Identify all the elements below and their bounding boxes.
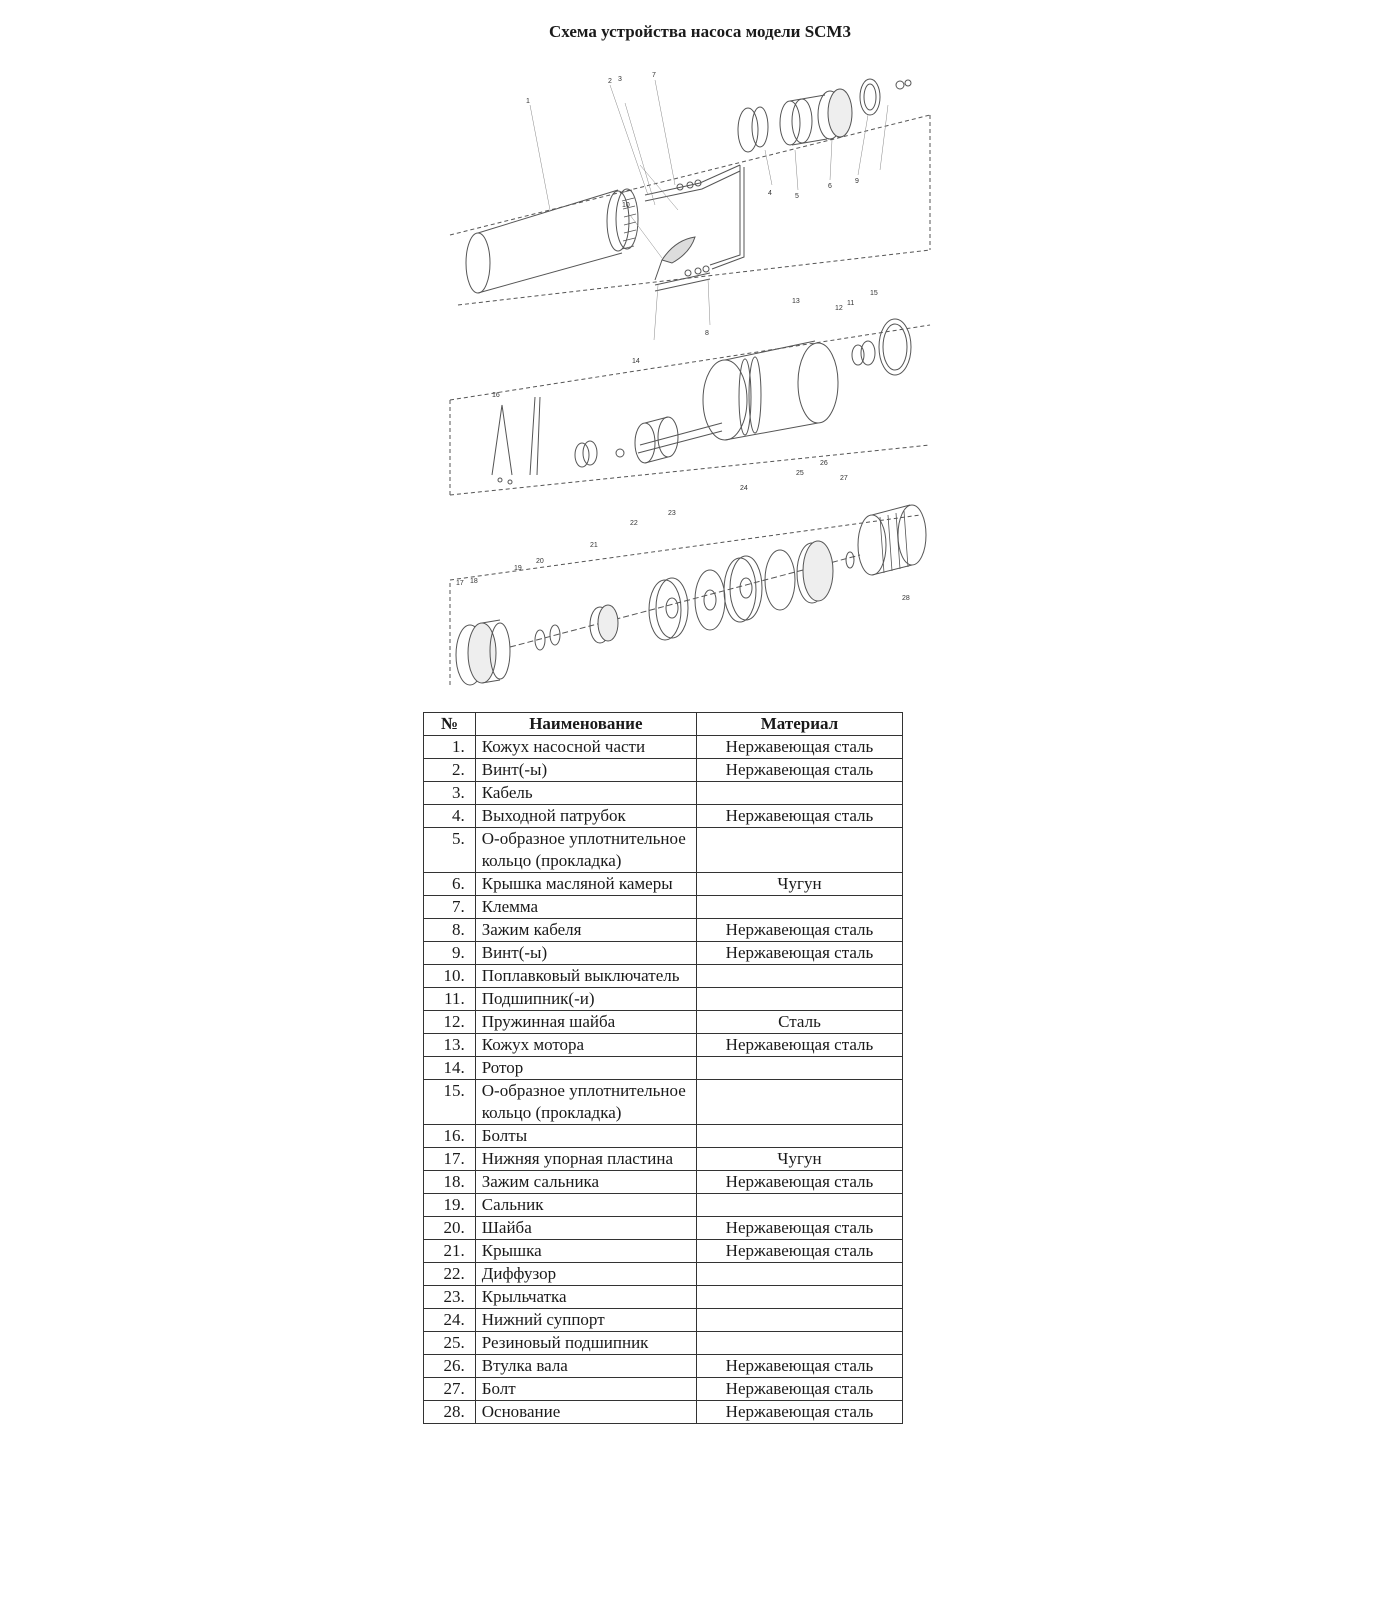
cell-num: 3. — [424, 782, 476, 805]
cell-num: 17. — [424, 1148, 476, 1171]
cell-num: 26. — [424, 1355, 476, 1378]
table-row — [424, 805, 903, 828]
cell-num: 5. — [424, 828, 476, 873]
cell-num: 6. — [424, 873, 476, 896]
cell-material: Нержавеющая сталь — [696, 1034, 902, 1057]
cell-material — [696, 1332, 902, 1355]
table-row — [424, 1034, 903, 1057]
cell-name: Зажим кабеля — [475, 919, 696, 942]
cell-num: 2. — [424, 759, 476, 782]
cell-name: Основание — [475, 1401, 696, 1424]
motor-housing — [703, 341, 838, 440]
cell-material — [696, 1309, 902, 1332]
callout-14: 14 — [632, 358, 640, 365]
rotor — [616, 417, 722, 463]
callout-28: 28 — [902, 595, 910, 602]
table-row — [424, 1332, 903, 1355]
motor-small-parts — [492, 319, 911, 484]
cell-name: Клемма — [475, 896, 696, 919]
table-row — [424, 1011, 903, 1034]
table-row — [424, 1240, 903, 1263]
cell-name: Кабель — [475, 782, 696, 805]
callout-11: 11 — [847, 300, 855, 307]
cell-material: Нержавеющая сталь — [696, 942, 902, 965]
callout-18: 18 — [470, 578, 478, 585]
cell-num: 24. — [424, 1309, 476, 1332]
table-row — [424, 1148, 903, 1171]
table-row — [424, 1194, 903, 1217]
callout-labels — [456, 72, 910, 602]
callout-25: 25 — [796, 470, 804, 477]
base-part — [456, 620, 510, 685]
cell-num: 28. — [424, 1401, 476, 1424]
callout-9: 9 — [855, 178, 859, 185]
cell-material — [696, 1194, 902, 1217]
callout-22: 22 — [630, 520, 638, 527]
callout-7: 7 — [652, 72, 656, 79]
cell-name: Ротор — [475, 1057, 696, 1080]
cell-num: 13. — [424, 1034, 476, 1057]
callout-4: 4 — [768, 190, 772, 197]
float-switch — [655, 237, 695, 280]
cell-name: Сальник — [475, 1194, 696, 1217]
cell-name: Зажим сальника — [475, 1171, 696, 1194]
cell-material — [696, 1286, 902, 1309]
callout-8: 8 — [705, 330, 709, 337]
table-row — [424, 1057, 903, 1080]
cell-material — [696, 782, 902, 805]
table-row — [424, 1080, 903, 1125]
parts-table — [423, 712, 903, 1424]
header-material: Материал — [696, 713, 902, 736]
cell-num: 22. — [424, 1263, 476, 1286]
cell-num: 4. — [424, 805, 476, 828]
cell-name: Втулка вала — [475, 1355, 696, 1378]
cell-name: О-образное уплотнительное кольцо (прокладка) — [475, 828, 696, 873]
callout-24: 24 — [740, 485, 748, 492]
cell-material: Чугун — [696, 1148, 902, 1171]
exploded-view-drawing — [440, 55, 940, 700]
cell-material: Нержавеющая сталь — [696, 805, 902, 828]
table-row — [424, 1401, 903, 1424]
cell-material — [696, 1125, 902, 1148]
cell-material: Чугун — [696, 873, 902, 896]
callout-12: 12 — [835, 305, 843, 312]
cell-material: Нержавеющая сталь — [696, 1240, 902, 1263]
cell-num: 9. — [424, 942, 476, 965]
header-name: Наименование — [475, 713, 696, 736]
callout-26: 26 — [820, 460, 828, 467]
impeller-stack — [535, 541, 854, 650]
header-num: № — [424, 713, 476, 736]
cell-material: Нержавеющая сталь — [696, 1217, 902, 1240]
callout-20: 20 — [536, 558, 544, 565]
table-row — [424, 1171, 903, 1194]
table-row — [424, 1263, 903, 1286]
callout-2: 2 — [608, 78, 612, 85]
cell-material: Сталь — [696, 1011, 902, 1034]
table-row — [424, 988, 903, 1011]
cell-name: Пружинная шайба — [475, 1011, 696, 1034]
cell-num: 21. — [424, 1240, 476, 1263]
table-body — [424, 736, 903, 1424]
table-row — [424, 1217, 903, 1240]
cell-material — [696, 828, 902, 873]
cell-name: Болт — [475, 1378, 696, 1401]
table-row — [424, 873, 903, 896]
cell-name: Болты — [475, 1125, 696, 1148]
cell-name: О-образное уплотнительное кольцо (прокладка) — [475, 1080, 696, 1125]
cell-material: Нержавеющая сталь — [696, 1401, 902, 1424]
cell-num: 19. — [424, 1194, 476, 1217]
callout-19: 19 — [514, 565, 522, 572]
cell-name: Кожух мотора — [475, 1034, 696, 1057]
cell-num: 12. — [424, 1011, 476, 1034]
cell-num: 1. — [424, 736, 476, 759]
callout-3: 3 — [618, 76, 622, 83]
cell-num: 25. — [424, 1332, 476, 1355]
callout-1: 1 — [526, 98, 530, 105]
table-row — [424, 1309, 903, 1332]
cell-name: Выходной патрубок — [475, 805, 696, 828]
cell-name: Кожух насосной части — [475, 736, 696, 759]
table-row — [424, 896, 903, 919]
cell-material — [696, 965, 902, 988]
callout-27: 27 — [840, 475, 848, 482]
cell-material — [696, 1080, 902, 1125]
cell-num: 20. — [424, 1217, 476, 1240]
cell-material: Нержавеющая сталь — [696, 919, 902, 942]
cell-material: Нержавеющая сталь — [696, 1355, 902, 1378]
callout-10: 10 — [622, 202, 630, 209]
cell-name: Диффузор — [475, 1263, 696, 1286]
callout-16: 16 — [492, 392, 500, 399]
cell-num: 18. — [424, 1171, 476, 1194]
cell-material — [696, 896, 902, 919]
table-row — [424, 1355, 903, 1378]
table-row — [424, 1378, 903, 1401]
table-row — [424, 828, 903, 873]
cell-material — [696, 1263, 902, 1286]
cell-num: 10. — [424, 965, 476, 988]
cell-name: Винт(-ы) — [475, 759, 696, 782]
section-bottom-frame — [450, 515, 920, 685]
table-row — [424, 759, 903, 782]
cell-material — [696, 1057, 902, 1080]
cell-num: 16. — [424, 1125, 476, 1148]
section-top-frame — [450, 115, 930, 305]
callout-6: 6 — [828, 183, 832, 190]
pump-casing-cylinder — [466, 189, 638, 293]
cell-name: Нижний суппорт — [475, 1309, 696, 1332]
section-middle-frame — [450, 325, 930, 495]
table-row — [424, 942, 903, 965]
callout-13: 13 — [792, 298, 800, 305]
cell-material: Нержавеющая сталь — [696, 1378, 902, 1401]
cell-material: Нержавеющая сталь — [696, 759, 902, 782]
callout-21: 21 — [590, 542, 598, 549]
cell-name: Крышка масляной камеры — [475, 873, 696, 896]
cell-name: Винт(-ы) — [475, 942, 696, 965]
table-header-row — [424, 713, 903, 736]
cell-material: Нержавеющая сталь — [696, 736, 902, 759]
cell-name: Нижняя упорная пластина — [475, 1148, 696, 1171]
callout-5: 5 — [795, 193, 799, 200]
callout-17: 17 — [456, 580, 464, 587]
page-title: Схема устройства насоса модели SCM3 — [549, 22, 851, 41]
table-row — [424, 1125, 903, 1148]
cell-num: 7. — [424, 896, 476, 919]
cell-name: Подшипник(-и) — [475, 988, 696, 1011]
cell-name: Крыльчатка — [475, 1286, 696, 1309]
callout-23: 23 — [668, 510, 676, 517]
callout-15: 15 — [870, 290, 878, 297]
cell-name: Крышка — [475, 1240, 696, 1263]
cell-material: Нержавеющая сталь — [696, 1171, 902, 1194]
cell-name: Шайба — [475, 1217, 696, 1240]
cell-num: 27. — [424, 1378, 476, 1401]
cell-num: 11. — [424, 988, 476, 1011]
cell-num: 8. — [424, 919, 476, 942]
cell-num: 15. — [424, 1080, 476, 1125]
table-row — [424, 965, 903, 988]
cell-num: 23. — [424, 1286, 476, 1309]
table-row — [424, 1286, 903, 1309]
table-row — [424, 782, 903, 805]
cell-num: 14. — [424, 1057, 476, 1080]
table-row — [424, 736, 903, 759]
cell-name: Резиновый подшипник — [475, 1332, 696, 1355]
cable-assembly — [645, 165, 744, 291]
cell-material — [696, 988, 902, 1011]
cell-name: Поплавковый выключатель — [475, 965, 696, 988]
table-row — [424, 919, 903, 942]
